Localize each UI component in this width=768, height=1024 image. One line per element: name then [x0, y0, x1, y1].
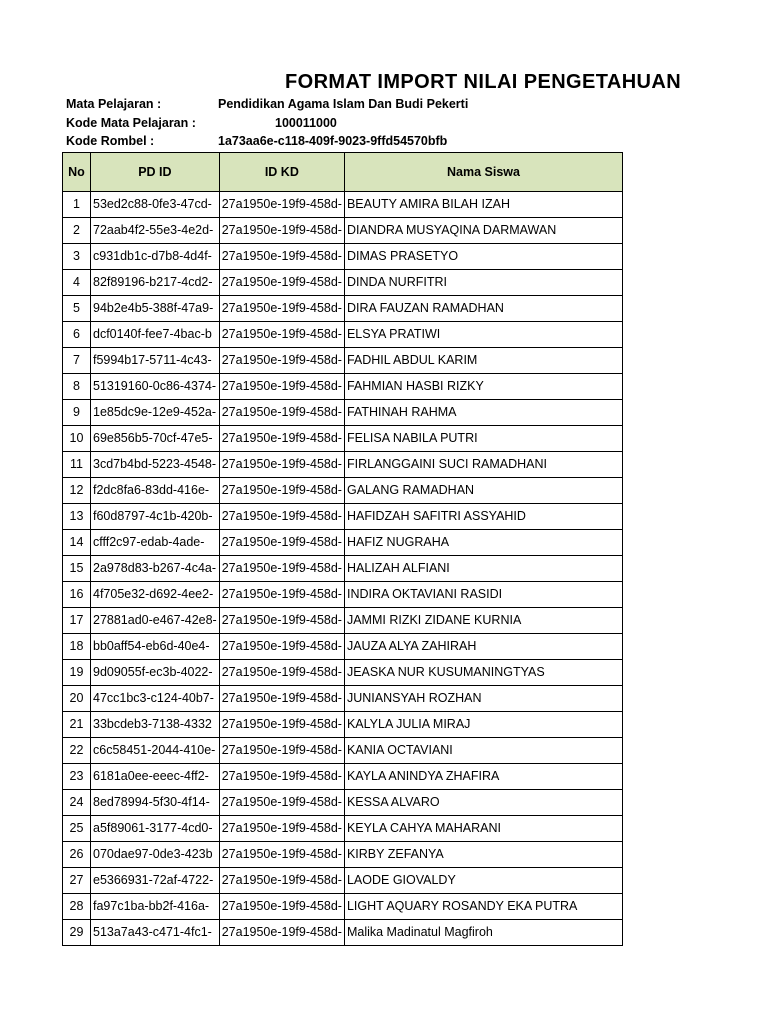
table-row [63, 504, 623, 530]
cell-nama-siswa: DIMAS PRASETYO [344, 244, 622, 270]
cell-nama-siswa: KESSA ALVARO [344, 790, 622, 816]
cell-id-kd: 27a1950e-19f9-458d- [219, 374, 344, 400]
title-clip [214, 66, 682, 98]
cell-no: 7 [63, 348, 91, 374]
table-row [63, 348, 623, 374]
kode-mapel-label: Kode Mata Pelajaran : [66, 116, 196, 130]
cell-no: 20 [63, 686, 91, 712]
cell-id-kd: 27a1950e-19f9-458d- [219, 244, 344, 270]
cell-id-kd: 27a1950e-19f9-458d- [219, 842, 344, 868]
cell-id-kd: 27a1950e-19f9-458d- [219, 712, 344, 738]
cell-id-kd: 27a1950e-19f9-458d- [219, 582, 344, 608]
cell-id-kd: 27a1950e-19f9-458d- [219, 660, 344, 686]
cell-nama-siswa: BEAUTY AMIRA BILAH IZAH [344, 192, 622, 218]
cell-id-kd: 27a1950e-19f9-458d- [219, 738, 344, 764]
cell-no: 14 [63, 530, 91, 556]
cell-nama-siswa: DIRA FAUZAN RAMADHAN [344, 296, 622, 322]
cell-pd-id: 33bcdeb3-7138-4332 [91, 712, 220, 738]
cell-pd-id: cfff2c97-edab-4ade- [91, 530, 220, 556]
cell-no: 12 [63, 478, 91, 504]
cell-nama-siswa: ELSYA PRATIWI [344, 322, 622, 348]
cell-nama-siswa: DIANDRA MUSYAQINA DARMAWAN [344, 218, 622, 244]
cell-no: 22 [63, 738, 91, 764]
table-row [63, 400, 623, 426]
cell-pd-id: 47cc1bc3-c124-40b7- [91, 686, 220, 712]
cell-no: 6 [63, 322, 91, 348]
cell-pd-id: 72aab4f2-55e3-4e2d- [91, 218, 220, 244]
cell-pd-id: 94b2e4b5-388f-47a9- [91, 296, 220, 322]
table-row [63, 426, 623, 452]
cell-id-kd: 27a1950e-19f9-458d- [219, 556, 344, 582]
cell-nama-siswa: DINDA NURFITRI [344, 270, 622, 296]
table-row [63, 582, 623, 608]
cell-pd-id: 2a978d83-b267-4c4a- [91, 556, 220, 582]
cell-pd-id: f2dc8fa6-83dd-416e- [91, 478, 220, 504]
cell-no: 11 [63, 452, 91, 478]
cell-pd-id: c931db1c-d7b8-4d4f- [91, 244, 220, 270]
table-row [63, 478, 623, 504]
kode-mapel-value: 100011000 [275, 116, 337, 130]
table-row [63, 790, 623, 816]
cell-id-kd: 27a1950e-19f9-458d- [219, 920, 344, 946]
cell-id-kd: 27a1950e-19f9-458d- [219, 634, 344, 660]
mapel-label: Mata Pelajaran : [66, 97, 162, 111]
cell-no: 18 [63, 634, 91, 660]
rombel-value: 1a73aa6e-c118-409f-9023-9ffd54570bfb [218, 134, 448, 148]
header-id-kd: ID KD [219, 153, 344, 192]
cell-nama-siswa: FELISA NABILA PUTRI [344, 426, 622, 452]
cell-pd-id: 1e85dc9e-12e9-452a- [91, 400, 220, 426]
table-row [63, 218, 623, 244]
cell-id-kd: 27a1950e-19f9-458d- [219, 530, 344, 556]
cell-pd-id: f5994b17-5711-4c43- [91, 348, 220, 374]
cell-no: 27 [63, 868, 91, 894]
table-row [63, 868, 623, 894]
table-header-row [63, 153, 623, 192]
cell-nama-siswa: FADHIL ABDUL KARIM [344, 348, 622, 374]
cell-id-kd: 27a1950e-19f9-458d- [219, 218, 344, 244]
cell-no: 16 [63, 582, 91, 608]
cell-pd-id: 27881ad0-e467-42e8- [91, 608, 220, 634]
cell-no: 24 [63, 790, 91, 816]
cell-no: 4 [63, 270, 91, 296]
cell-no: 8 [63, 374, 91, 400]
cell-nama-siswa: FATHINAH RAHMA [344, 400, 622, 426]
cell-pd-id: 4f705e32-d692-4ee2- [91, 582, 220, 608]
cell-no: 1 [63, 192, 91, 218]
cell-nama-siswa: GALANG RAMADHAN [344, 478, 622, 504]
table-row [63, 192, 623, 218]
table-row [63, 686, 623, 712]
cell-pd-id: bb0aff54-eb6d-40e4- [91, 634, 220, 660]
table-row [63, 920, 623, 946]
cell-nama-siswa: HAFIDZAH SAFITRI ASSYAHID [344, 504, 622, 530]
cell-no: 3 [63, 244, 91, 270]
cell-nama-siswa: JUNIANSYAH ROZHAN [344, 686, 622, 712]
cell-nama-siswa: KAYLA ANINDYA ZHAFIRA [344, 764, 622, 790]
table-row [63, 660, 623, 686]
cell-pd-id: 070dae97-0de3-423b [91, 842, 220, 868]
cell-no: 19 [63, 660, 91, 686]
table-row [63, 374, 623, 400]
cell-nama-siswa: JAMMI RIZKI ZIDANE KURNIA [344, 608, 622, 634]
cell-no: 2 [63, 218, 91, 244]
cell-id-kd: 27a1950e-19f9-458d- [219, 478, 344, 504]
cell-pd-id: 8ed78994-5f30-4f14- [91, 790, 220, 816]
nilai-table [62, 152, 623, 946]
table-row [63, 608, 623, 634]
cell-no: 26 [63, 842, 91, 868]
cell-id-kd: 27a1950e-19f9-458d- [219, 452, 344, 478]
table-row [63, 816, 623, 842]
cell-nama-siswa: LAODE GIOVALDY [344, 868, 622, 894]
cell-pd-id: e5366931-72af-4722- [91, 868, 220, 894]
cell-nama-siswa: HALIZAH ALFIANI [344, 556, 622, 582]
table-row [63, 296, 623, 322]
cell-no: 25 [63, 816, 91, 842]
cell-id-kd: 27a1950e-19f9-458d- [219, 816, 344, 842]
cell-id-kd: 27a1950e-19f9-458d- [219, 764, 344, 790]
cell-pd-id: 51319160-0c86-4374- [91, 374, 220, 400]
table-row [63, 244, 623, 270]
cell-nama-siswa: FAHMIAN HASBI RIZKY [344, 374, 622, 400]
header-pd-id: PD ID [91, 153, 220, 192]
cell-nama-siswa: HAFIZ NUGRAHA [344, 530, 622, 556]
cell-nama-siswa: KALYLA JULIA MIRAJ [344, 712, 622, 738]
page-title: FORMAT IMPORT NILAI PENGETAHUAN [285, 71, 682, 93]
table-row [63, 712, 623, 738]
cell-no: 9 [63, 400, 91, 426]
cell-no: 29 [63, 920, 91, 946]
cell-id-kd: 27a1950e-19f9-458d- [219, 296, 344, 322]
rombel-label: Kode Rombel : [66, 134, 155, 148]
cell-id-kd: 27a1950e-19f9-458d- [219, 608, 344, 634]
cell-id-kd: 27a1950e-19f9-458d- [219, 504, 344, 530]
cell-pd-id: 6181a0ee-eeec-4ff2- [91, 764, 220, 790]
cell-id-kd: 27a1950e-19f9-458d- [219, 192, 344, 218]
cell-no: 13 [63, 504, 91, 530]
cell-id-kd: 27a1950e-19f9-458d- [219, 686, 344, 712]
cell-pd-id: 53ed2c88-0fe3-47cd- [91, 192, 220, 218]
table-row [63, 452, 623, 478]
cell-no: 21 [63, 712, 91, 738]
cell-no: 15 [63, 556, 91, 582]
cell-no: 17 [63, 608, 91, 634]
table-row [63, 270, 623, 296]
cell-nama-siswa: LIGHT AQUARY ROSANDY EKA PUTRA [344, 894, 622, 920]
cell-pd-id: a5f89061-3177-4cd0- [91, 816, 220, 842]
cell-pd-id: fa97c1ba-bb2f-416a- [91, 894, 220, 920]
cell-no: 28 [63, 894, 91, 920]
cell-id-kd: 27a1950e-19f9-458d- [219, 348, 344, 374]
cell-id-kd: 27a1950e-19f9-458d- [219, 322, 344, 348]
cell-pd-id: 9d09055f-ec3b-4022- [91, 660, 220, 686]
cell-nama-siswa: JAUZA ALYA ZAHIRAH [344, 634, 622, 660]
mapel-value: Pendidikan Agama Islam Dan Budi Pekerti [218, 97, 469, 111]
cell-no: 10 [63, 426, 91, 452]
cell-nama-siswa: FIRLANGGAINI SUCI RAMADHANI [344, 452, 622, 478]
cell-pd-id: 82f89196-b217-4cd2- [91, 270, 220, 296]
cell-no: 23 [63, 764, 91, 790]
cell-no: 5 [63, 296, 91, 322]
cell-nama-siswa: KANIA OCTAVIANI [344, 738, 622, 764]
cell-nama-siswa: JEASKA NUR KUSUMANINGTYAS [344, 660, 622, 686]
cell-nama-siswa: Malika Madinatul Magfiroh [344, 920, 622, 946]
header-nama-siswa: Nama Siswa [344, 153, 622, 192]
cell-id-kd: 27a1950e-19f9-458d- [219, 400, 344, 426]
table-row [63, 842, 623, 868]
table-row [63, 634, 623, 660]
cell-id-kd: 27a1950e-19f9-458d- [219, 426, 344, 452]
cell-nama-siswa: KIRBY ZEFANYA [344, 842, 622, 868]
table-row [63, 556, 623, 582]
cell-nama-siswa: INDIRA OKTAVIANI RASIDI [344, 582, 622, 608]
cell-pd-id: 3cd7b4bd-5223-4548- [91, 452, 220, 478]
cell-pd-id: c6c58451-2044-410e- [91, 738, 220, 764]
table-row [63, 764, 623, 790]
cell-pd-id: f60d8797-4c1b-420b- [91, 504, 220, 530]
cell-pd-id: dcf0140f-fee7-4bac-b [91, 322, 220, 348]
cell-id-kd: 27a1950e-19f9-458d- [219, 270, 344, 296]
table-row [63, 530, 623, 556]
cell-pd-id: 69e856b5-70cf-47e5- [91, 426, 220, 452]
table-row [63, 322, 623, 348]
header-no: No [63, 153, 91, 192]
cell-id-kd: 27a1950e-19f9-458d- [219, 894, 344, 920]
cell-pd-id: 513a7a43-c471-4fc1- [91, 920, 220, 946]
table-body [63, 192, 623, 946]
cell-id-kd: 27a1950e-19f9-458d- [219, 790, 344, 816]
table-row [63, 894, 623, 920]
table-row [63, 738, 623, 764]
cell-nama-siswa: KEYLA CAHYA MAHARANI [344, 816, 622, 842]
cell-id-kd: 27a1950e-19f9-458d- [219, 868, 344, 894]
